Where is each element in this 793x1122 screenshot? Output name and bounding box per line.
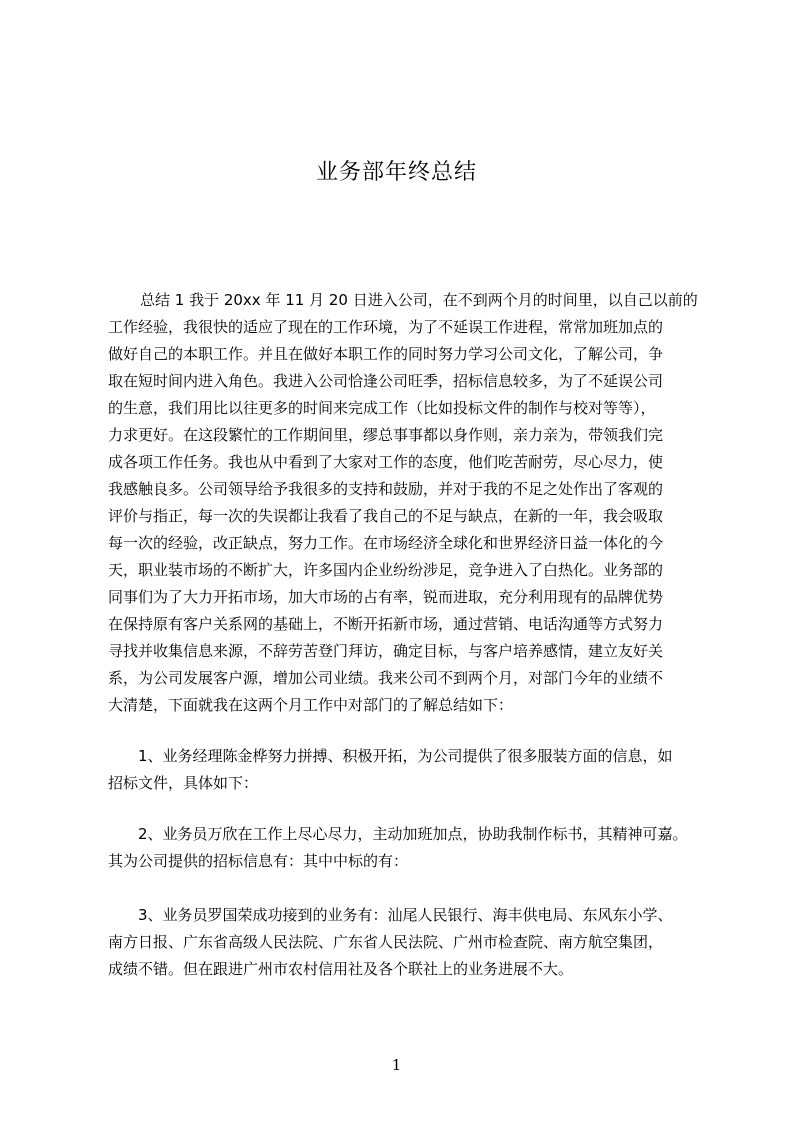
paragraph-line: 我感触良多。公司领导给予我很多的支持和鼓励，并对于我的不足之处作出了客观的 <box>108 480 664 498</box>
list-item-line: 招标文件，具体如下： <box>108 774 259 792</box>
list-item-line: 南方日报、广东省高级人民法院、广东省人民法院、广州市检查院、南方航空集团， <box>108 933 664 951</box>
paragraph-line: 同事们为了大力开拓市场，加大市场的占有率，锐而进取，充分利用现有的品牌优势 <box>108 588 664 606</box>
page-number: 1 <box>391 1056 402 1074</box>
paragraph-line: 在保持原有客户关系网的基础上，不断开拓新市场，通过营销、电话沟通等方式努力 <box>108 615 664 633</box>
paragraph-line: 工作经验，我很快的适应了现在的工作环境，为了不延误工作进程，常常加班加点的 <box>108 318 664 336</box>
paragraph-line: 大清楚，下面就我在这两个月工作中对部门的了解总结如下： <box>108 696 514 714</box>
paragraph-line: 做好自己的本职工作。并且在做好本职工作的同时努力学习公司文化，了解公司，争 <box>108 345 664 363</box>
paragraph-line: 成各项工作任务。我也从中看到了大家对工作的态度，他们吃苦耐劳，尽心尽力，使 <box>108 453 664 471</box>
list-item-line: 成绩不错。但在跟进广州市农村信用社及各个联社上的业务进展不大。 <box>108 960 574 978</box>
paragraph-line: 每一次的经验，改正缺点，努力工作。在市场经济全球化和世界经济日益一体化的今 <box>108 534 664 552</box>
paragraph-line: 的生意，我们用比以往更多的时间来完成工作（比如投标文件的制作与校对等等）， <box>108 399 656 417</box>
paragraph-line: 系，为公司发展客户源，增加公司业绩。我来公司不到两个月，对部门今年的业绩不 <box>108 669 664 687</box>
paragraph-line: 评价与指正，每一次的失误都让我看了我自己的不足与缺点，在新的一年，我会吸取 <box>108 507 664 525</box>
paragraph-line: 取在短时间内进入角色。我进入公司恰逢公司旺季，招标信息较多，为了不延误公司 <box>108 372 664 390</box>
paragraph-line: 总结 1 我于 20xx 年 11 月 20 日进入公司，在不到两个月的时间里，以自己以前的 <box>140 291 698 309</box>
list-item-line: 其为公司提供的招标信息有：其中中标的有： <box>108 852 409 870</box>
paragraph-line: 寻找并收集信息来源，不辞劳苦登门拜访，确定目标，与客户培养感情，建立友好关 <box>108 642 664 660</box>
list-item-line: 3、业务员罗国荣成功接到的业务有：汕尾人民银行、海丰供电局、东风东小学、 <box>138 906 673 924</box>
list-item-line: 1、业务经理陈金桦努力拼搏、积极开拓，为公司提供了很多服装方面的信息，如 <box>138 747 673 765</box>
list-item-line: 2、业务员万欣在工作上尽心尽力，主动加班加点，协助我制作标书，其精神可嘉。 <box>138 825 688 843</box>
paragraph-line: 天，职业装市场的不断扩大，许多国内企业纷纷涉足，竞争进入了白热化。业务部的 <box>108 561 664 579</box>
page-title: 业务部年终总结 <box>315 159 477 185</box>
paragraph-line: 力求更好。在这段繁忙的工作期间里，缪总事事都以身作则，亲力亲为，带领我们完 <box>108 426 664 444</box>
